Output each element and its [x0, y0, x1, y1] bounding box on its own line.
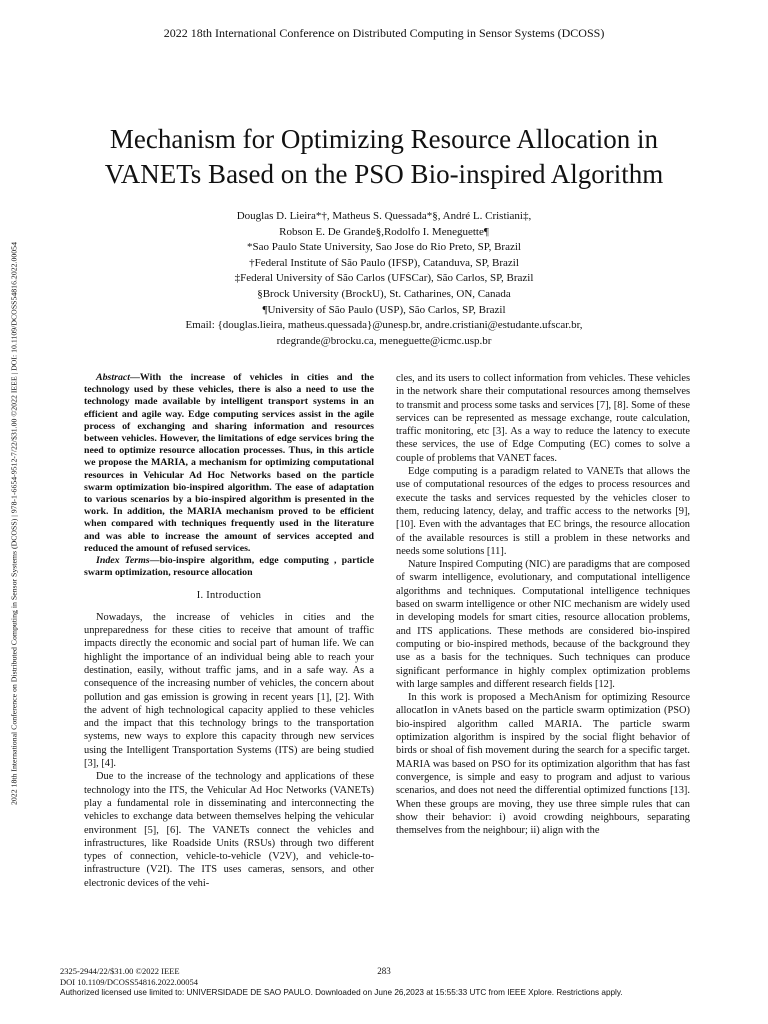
- paragraph: Nature Inspired Computing (NIC) are paradigms that are composed of swarm intelligence, evolutionary, and computational intelligence algorithms and techniques. Computational intelligence techniques based on swarm intelligence or other NIC mechanism are widely used in developing models for smart cities, resource allocation problems, and ITS applications. These methods are considered bio-inspired computing or bio-inspired methods, because of the background they use as a basis for the techniques. Such techniques can produce significant performance in highly complex optimization problems with large samples and different research fields [12].: [396, 559, 690, 690]
- title-line-2: VANETs Based on the PSO Bio-inspired Algorithm: [104, 159, 664, 189]
- paragraph: Nowadays, the increase of vehicles in cities and the unpreparedness for these cities to receive that amount of traffic impacts directly the economic and social part of human life. We can highlight the importance of an individual being able to reach your destination, easily, without traffic jams, and in a safe way. As a consequence of the increasing number of vehicles, the concern about pollution and gas emission is growing in recent years [1], [2]. With the advent of high technological capacity applied to these vehicles and the impact that this technology brings to the transportation systems, new ways to explore this capacity through new services using the Intelligent Transportation Systems (ITS) are being studied [3], [4].: [84, 611, 374, 770]
- footer-doi: DOI 10.1109/DCOSS54816.2022.00054: [60, 977, 199, 987]
- affiliation: ¶University of São Paulo (USP), São Carlos, SP, Brazil: [262, 303, 506, 316]
- paragraph: cles, and its users to collect information from vehicles. These vehicles in the network share their computational resources among themselves to transmit and process some tasks and services [7], [8]. Some of these services can be represented as message exchange, route calculation, traffic monitoring, etc [3]. As a way to reduce the latency to execute these services, the use of Edge Computing (EC) comes to solve a couple of problems that VANET faces.: [396, 373, 690, 464]
- section-heading-introduction: I. Introduction: [196, 590, 262, 602]
- authors-line-2: Robson E. De Grande§,Rodolfo I. Meneguette¶: [279, 225, 489, 238]
- email-line-2: rdegrande@brocku.ca, meneguette@icmc.usp.br: [276, 334, 492, 347]
- index-terms-text: —bio-inspire algorithm, edge computing , particle swarm optimization, resource allocation: [84, 555, 374, 579]
- left-column: [84, 372, 374, 890]
- right-column: [396, 372, 690, 837]
- abstract-label: Abstract: [96, 372, 131, 383]
- abstract-text: —With the increase of vehicles in cities and the technology used by these vehicles, there is also a need to use the technology made available by intelligent transport systems in an efficient and agile way. Edge computing services assist in the agile process of exchanging and sharing information and resources between vehicles. However, the limitations of edge services bring the need to optimize resource allocation processes. Thus, in this article we propose the MARIA, a mechanism for optimizing computational resources in Vehicular Ad Hoc Networks based on the particle swarm optimization bio-inspired algorithm. The ease of adaptation to various scenarios by a bio-inspired algorithm is presented in the work. In addition, the MARIA mechanism proved to be efficient when compared with techniques frequently used in the literature and was able to increase the amount of services accepted and reduced the amount of refused services.: [84, 372, 374, 554]
- side-citation-text: 2022 18th International Conference on Distributed Computing in Sensor Systems (DCOSS) | 978-1-6654-9512-7/22/$31.00 ©2022 IEEE | DOI: 10.1109/DCOSS54816.2022.00054: [9, 242, 19, 805]
- authors-line-1: Douglas D. Lieira*†, Matheus S. Quessada*§, André L. Cristiani‡,: [236, 210, 532, 222]
- email-line-1: Email: {douglas.lieira, matheus.quessada}@unesp.br, andre.cristiani@estudante.ufscar.br,: [185, 319, 583, 332]
- conference-header: 2022 18th International Conference on Distributed Computing in Sensor Systems (DCOSS): [163, 26, 605, 40]
- title-line-1: Mechanism for Optimizing Resource Allocation in: [109, 124, 659, 154]
- index-terms: [84, 555, 374, 579]
- paragraph: Due to the increase of the technology and applications of these technology into the ITS, the Vehicular Ad Hoc Networks (VANETs) play a fundamental role in disseminating and interconnecting the vehicles to exchange data between themselves helping the vehicular environment [5], [6]. The VANETs connect the vehicles and infrastructures, like Roadside Units (RSUs) through two different types of connection, vehicle-to-vehicle (V2V), and vehicle-to-infrastructure (V2I). The ITS uses cameras, sensors, and other electronic devices of the vehi-: [84, 771, 374, 889]
- paragraph: In this work is proposed a MechAnism for optimizing Resource allocatIon in vAnets based on the particle swarm optimization (PSO) bio-inspired algorithm called MARIA. The particle swarm optimization algorithm is inspired by the social flight behavior of birds or shoal of fish movement during the search for a specific target. MARIA was based on PSO for its optimization algorithm that has fast convergence, is simple and easy to program and adjust to various scenarios, and does not need the differential optimized functions [13]. When these groups are moving, they use three simple rules that can show their behavior: i) avoid crowding neighbours, separating themselves from the neighbour; ii) align with the: [396, 692, 690, 837]
- paragraph: Edge computing is a paradigm related to VANETs that allows the use of computational resources of the edges to process resources and execute the tasks and services requested by the vehicles closer to them, reducing latency, delay, and traffic access to the networks [9], [10]. Even with the advantages that EC brings, the resource allocation of the available resources is still a problem in these networks and needs some solutions [11].: [396, 466, 690, 557]
- affiliation: ‡Federal University of São Carlos (UFSCar), São Carlos, SP, Brazil: [234, 272, 534, 285]
- affiliation: §Brock University (BrockU), St. Catharines, ON, Canada: [257, 287, 511, 300]
- page-number: 283: [377, 966, 391, 976]
- abstract: [84, 372, 374, 555]
- license-notice: Authorized licensed use limited to: UNIVERSIDADE DE SAO PAULO. Downloaded on June 26,2023 at 15:55:33 UTC from IEEE Xplore. Restrictions apply.: [60, 988, 623, 997]
- affiliation: †Federal Institute of São Paulo (IFSP), Catanduva, SP, Brazil: [249, 256, 519, 269]
- affiliation: *Sao Paulo State University, Sao Jose do Rio Preto, SP, Brazil: [247, 241, 521, 254]
- side-margin-citation: [8, 135, 20, 915]
- author-block: [90, 209, 678, 349]
- index-terms-label: Index Terms: [96, 555, 150, 567]
- footer-issn: 2325-2944/22/$31.00 ©2022 IEEE: [60, 966, 180, 976]
- paper-title: [40, 122, 728, 192]
